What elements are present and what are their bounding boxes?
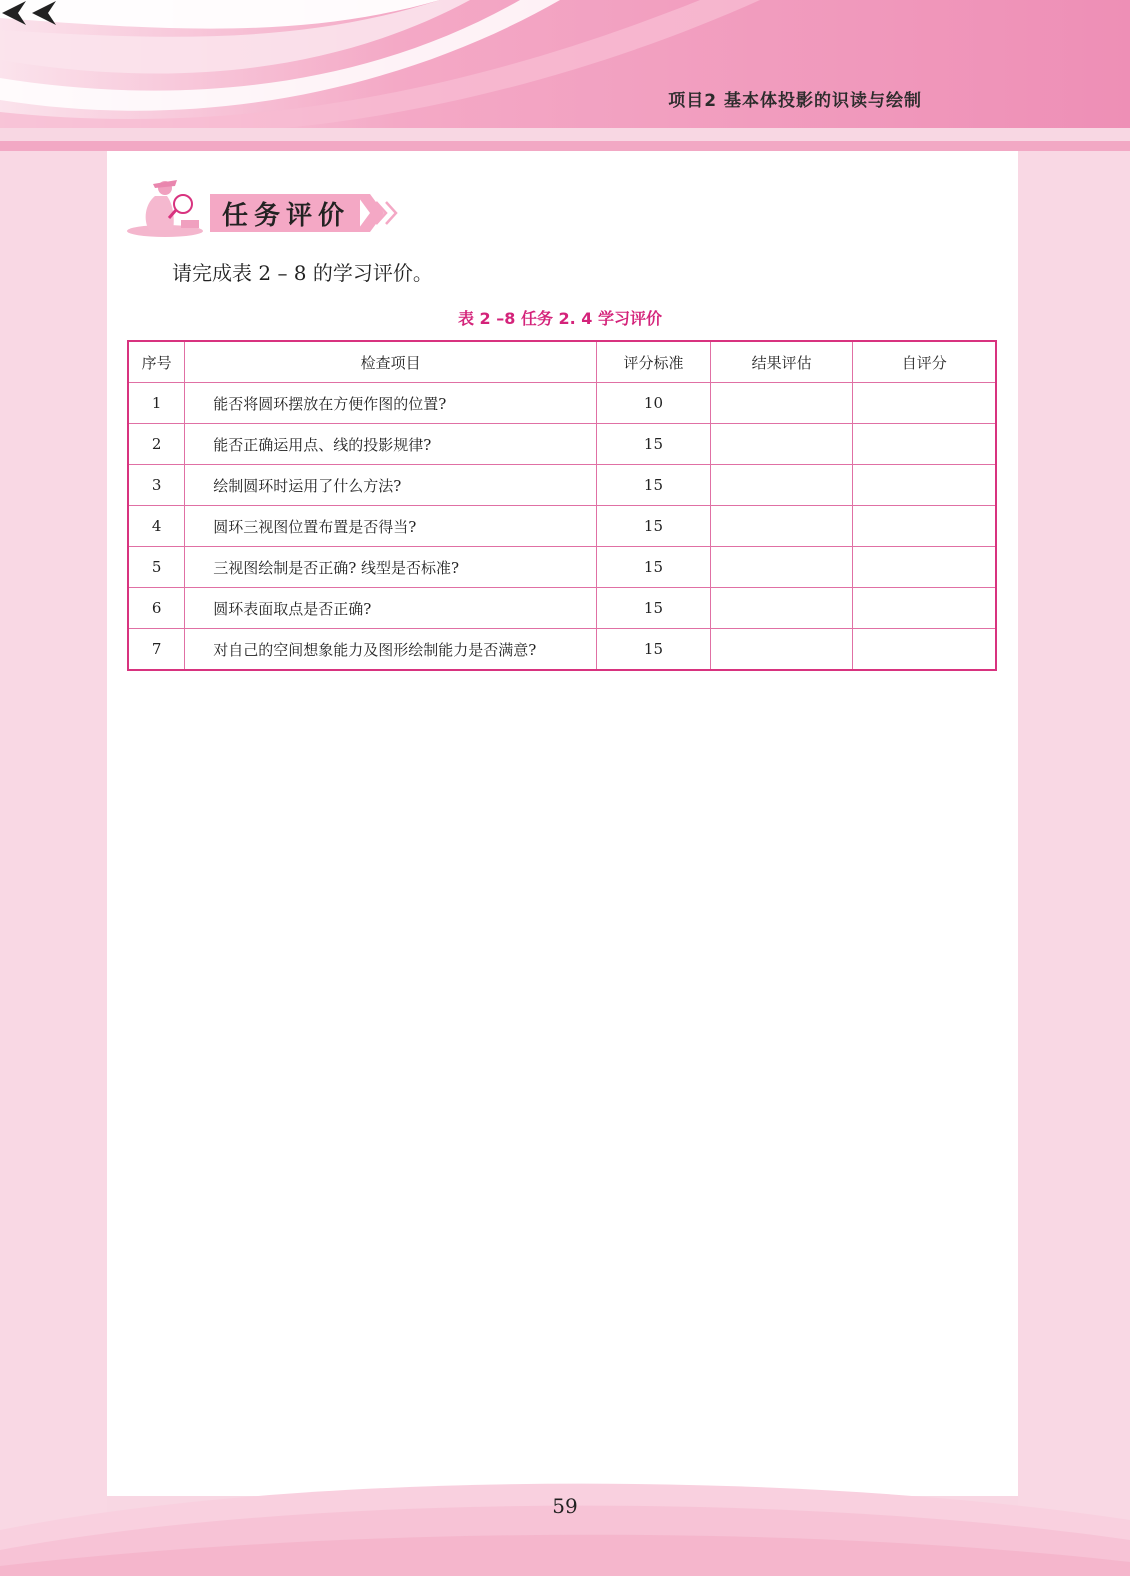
row-standard: 15 bbox=[596, 588, 710, 629]
row-standard: 15 bbox=[596, 506, 710, 547]
header-standard: 评分标准 bbox=[596, 341, 710, 383]
table-caption: 表 2 –8 任务 2. 4 学习评价 bbox=[457, 309, 663, 328]
row-standard: 15 bbox=[596, 629, 710, 671]
header-strip bbox=[0, 141, 1130, 151]
row-no: 7 bbox=[128, 629, 185, 671]
row-no: 2 bbox=[128, 424, 185, 465]
row-standard: 15 bbox=[596, 424, 710, 465]
intro-text: 请完成表 2 – 8 的学习评价。 bbox=[172, 261, 433, 285]
row-result-cell[interactable] bbox=[710, 629, 853, 671]
table-header-row bbox=[128, 341, 996, 383]
table-row bbox=[128, 588, 996, 629]
header-self-score: 自评分 bbox=[853, 341, 996, 383]
row-standard: 10 bbox=[596, 383, 710, 424]
row-standard: 15 bbox=[596, 547, 710, 588]
row-standard: 15 bbox=[596, 465, 710, 506]
right-margin-band bbox=[1018, 151, 1130, 1576]
row-self-score-cell[interactable] bbox=[853, 465, 996, 506]
row-item: 能否将圆环摆放在方便作图的位置? bbox=[185, 383, 597, 424]
table-row bbox=[128, 629, 996, 671]
row-item: 能否正确运用点、线的投影规律? bbox=[185, 424, 597, 465]
header-swoosh bbox=[0, 0, 1130, 128]
row-no: 4 bbox=[128, 506, 185, 547]
header-item: 检查项目 bbox=[185, 341, 597, 383]
header-band bbox=[0, 0, 1130, 128]
row-self-score-cell[interactable] bbox=[853, 629, 996, 671]
table-row bbox=[128, 547, 996, 588]
row-result-cell[interactable] bbox=[710, 465, 853, 506]
inspector-magnifier-icon bbox=[125, 176, 209, 238]
row-result-cell[interactable] bbox=[710, 547, 853, 588]
row-self-score-cell[interactable] bbox=[853, 424, 996, 465]
row-no: 3 bbox=[128, 465, 185, 506]
table-row bbox=[128, 465, 996, 506]
row-item: 圆环表面取点是否正确? bbox=[185, 588, 597, 629]
section-title: 任务评价 bbox=[222, 201, 351, 231]
double-arrow-left-icon bbox=[0, 0, 60, 26]
row-result-cell[interactable] bbox=[710, 424, 853, 465]
row-item: 圆环三视图位置布置是否得当? bbox=[185, 506, 597, 547]
header-title: 项目2 基本体投影的识读与绘制 bbox=[668, 91, 922, 111]
row-item: 三视图绘制是否正确? 线型是否标准? bbox=[185, 547, 597, 588]
row-no: 5 bbox=[128, 547, 185, 588]
table-row bbox=[128, 506, 996, 547]
row-item: 对自己的空间想象能力及图形绘制能力是否满意? bbox=[185, 629, 597, 671]
row-result-cell[interactable] bbox=[710, 506, 853, 547]
row-no: 6 bbox=[128, 588, 185, 629]
row-item: 绘制圆环时运用了什么方法? bbox=[185, 465, 597, 506]
table-row bbox=[128, 383, 996, 424]
table-row bbox=[128, 424, 996, 465]
row-result-cell[interactable] bbox=[710, 588, 853, 629]
row-self-score-cell[interactable] bbox=[853, 588, 996, 629]
row-self-score-cell[interactable] bbox=[853, 506, 996, 547]
header-result: 结果评估 bbox=[710, 341, 853, 383]
left-margin-band bbox=[0, 151, 107, 1576]
row-self-score-cell[interactable] bbox=[853, 383, 996, 424]
page-number: 59 bbox=[552, 1494, 578, 1518]
footer-wave bbox=[0, 1470, 1130, 1576]
header-no: 序号 bbox=[128, 341, 185, 383]
row-no: 1 bbox=[128, 383, 185, 424]
row-self-score-cell[interactable] bbox=[853, 547, 996, 588]
evaluation-table bbox=[127, 340, 997, 671]
chevron-right-icon bbox=[356, 194, 404, 232]
row-result-cell[interactable] bbox=[710, 383, 853, 424]
